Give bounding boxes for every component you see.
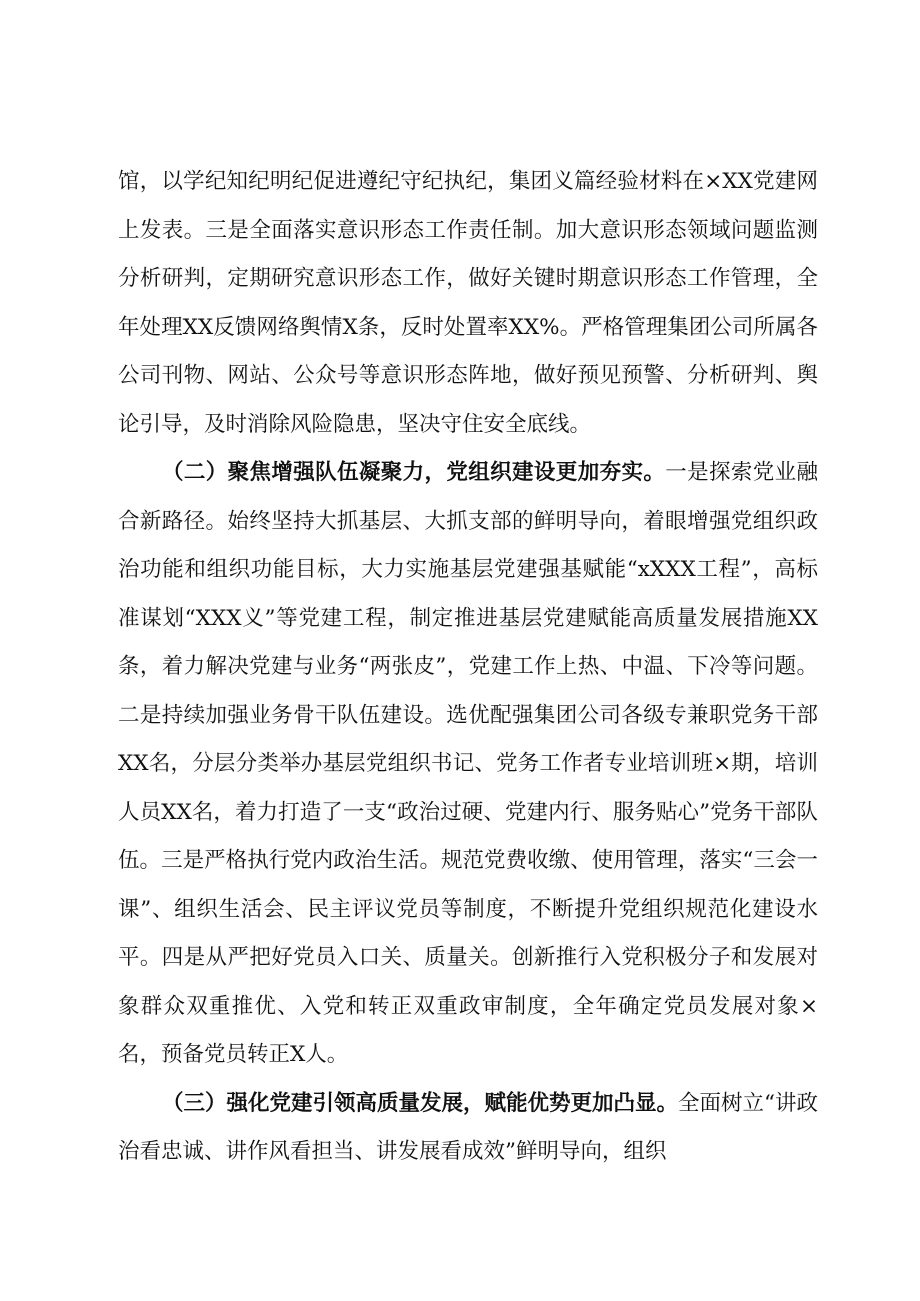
section-heading-2: （二）聚焦增强队伍凝聚力，党组织建设更加夯实。 [162, 460, 666, 485]
section-heading-3: （三）强化党建引领高质量发展，赋能优势更加凸显。 [162, 1090, 679, 1116]
paragraph-text: 一是探索党业融合新路径。始终坚持大抓基层、大抓支部的鲜明导向，着眼增强党组织政治功能和组织功能目标，大力实施基层党建强基赋能“xXXX工程”，高标准谋划“XXX义”等党建工程，制定推进基层党建赋能高质量发展措施XX条，着力解决党建与业务“两张皮”，党建工作上热、中温、下冷等问题。二是持续加强业务骨干队伍建设。选优配强集团公司各级专兼职党务干部XX名，分层分类举办基层党组织书记、党务工作者专业培训班×期，培训人员XX名，着力打造了一支“政治过硬、党建内行、服务贴心”党务干部队伍。三是严格执行党内政治生活。规范党费收缴、使用管理，落实“三会一课”、组织生活会、民主评议党员等制度，不断提升党组织规范化建设水平。四是从严把好党员入口关、质量关。创新推行入党积极分子和发展对象群众双重推优、入党和转正双重政审制度，全年确定党员发展对象×名，预备党员转正X人。 [118, 460, 818, 1067]
paragraph-text: 馆，以学纪知纪明纪促进遵纪守纪执纪，集团义篇经验材料在×XX党建网上发表。三是全面落实意识形态工作责任制。加大意识形态领域问题监测分析研判，定期研究意识形态工作，做好关键时期意识形态工作管理，全年处理XX反馈网络舆情X条，反时处置率XX%。严格管理集团公司所属各公司刊物、网站、公众号等意识形态阵地，做好预见预警、分析研判、舆论引导，及时消除风险隐患，坚决守住安全底线。 [118, 169, 818, 437]
document-body [118, 158, 818, 1177]
paragraph-text: 全面树立“讲政治看忠诚、讲作风看担当、讲发展看成效”鲜明导向，组织 [118, 1090, 819, 1164]
paragraph-2 [118, 449, 818, 1080]
paragraph-3 [118, 1080, 818, 1177]
paragraph-1 [118, 158, 818, 449]
